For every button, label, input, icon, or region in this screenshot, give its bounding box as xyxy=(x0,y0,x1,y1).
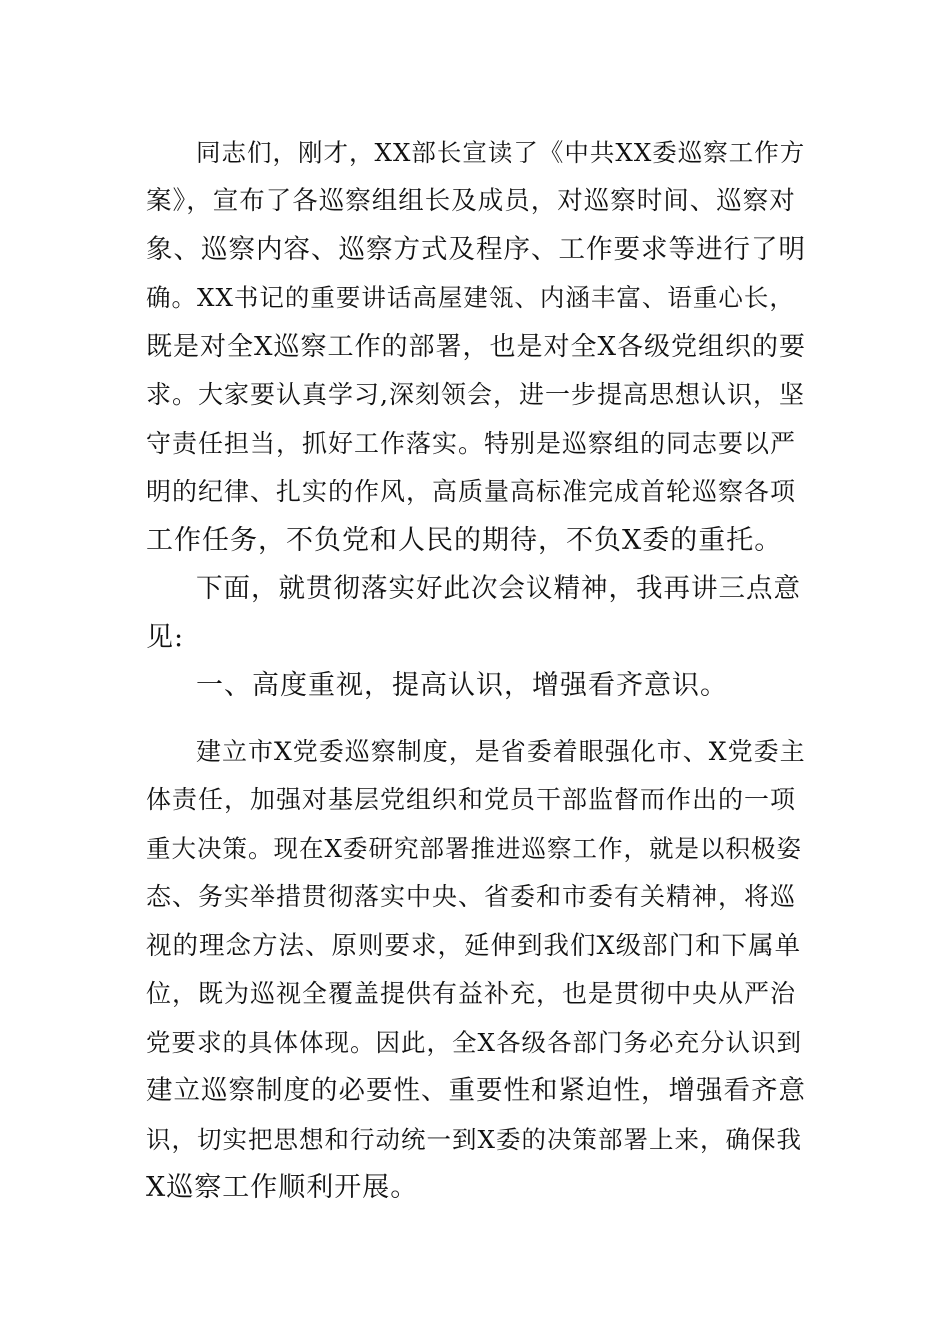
paragraph-line: 态、务实举措贯彻落实中央、省委和市委有关精神，将巡 xyxy=(146,882,797,911)
paragraph-line: 守责任担当，抓好工作落实。特别是巡察组的同志要以严 xyxy=(146,429,797,458)
paragraph-line: 识，切实把思想和行动统一到X委的决策部署上来，确保我 xyxy=(146,1125,802,1154)
paragraph-line: 象、巡察内容、巡察方式及程序、工作要求等进行了明 xyxy=(146,234,806,265)
paragraph-line: 建立市X党委巡察制度，是省委着眼强化市、X党委主 xyxy=(196,737,806,766)
paragraph-line: 既是对全X巡察工作的部署，也是对全X各级党组织的要 xyxy=(146,332,807,362)
paragraph-line: 求。大家要认真学习,深刻领会，进一步提高思想认识，坚 xyxy=(146,380,805,409)
paragraph-line: 下面，就贯彻落实好此次会议精神，我再讲三点意 xyxy=(196,573,801,604)
paragraph-line: X巡察工作顺利开展。 xyxy=(146,1172,419,1203)
paragraph-line: 党要求的具体体现。因此，全X各级各部门务必充分认识到 xyxy=(146,1028,802,1057)
paragraph-line: 视的理念方法、原则要求，延伸到我们X级部门和下属单 xyxy=(146,931,802,961)
paragraph-line: 确。XX书记的重要讲话高屋建瓴、内涵丰富、语重心长， xyxy=(146,283,795,312)
paragraph-line: 工作任务，不负党和人民的期待，不负X委的重托。 xyxy=(146,525,783,556)
paragraph-line: 见: xyxy=(146,622,185,653)
section-heading: 一、高度重视，提高认识，增强看齐意识。 xyxy=(196,670,728,701)
paragraph-line: 同志们，刚才，XX部长宣读了《中共XX委巡察工作方 xyxy=(196,138,806,167)
paragraph-line: 位，既为巡视全覆盖提供有益补充，也是贯彻中央从严治 xyxy=(146,979,797,1008)
paragraph-line: 案》，宣布了各巡察组组长及成员，对巡察时间、巡察对 xyxy=(146,186,796,216)
paragraph-line: 建立巡察制度的必要性、重要性和紧迫性，增强看齐意 xyxy=(146,1075,806,1106)
paragraph-line: 重大决策。现在X委研究部署推进巡察工作，就是以积极姿 xyxy=(146,834,802,863)
paragraph-line: 体责任，加强对基层党组织和党员干部监督而作出的一项 xyxy=(146,785,797,814)
paragraph-line: 明的纪律、扎实的作风，高质量高标准完成首轮巡察各项 xyxy=(146,477,797,506)
